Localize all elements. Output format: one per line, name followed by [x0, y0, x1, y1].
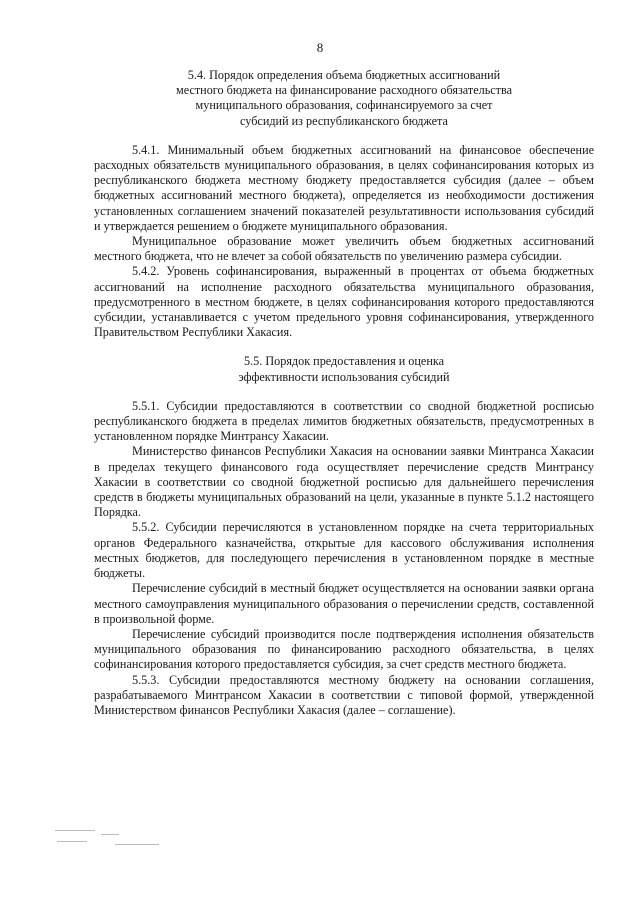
paragraph-5-5-1: 5.5.1. Субсидии предоставляются в соответствии со сводной бюджетной росписью республиканского бюджета в пределах лимитов бюджетных обязательств, предусмотренных в установленном порядке Минтрансу Хакасии.: [94, 398, 594, 444]
scan-artifact: [55, 828, 165, 850]
heading-line: 5.5. Порядок предоставления и оценка: [244, 354, 444, 369]
heading-line: муниципального образования, софинансируемого за счет: [195, 98, 493, 113]
document-body: [94, 68, 594, 718]
section-5-5-heading: [94, 354, 594, 384]
heading-line: местного бюджета на финансирование расходного обязательства: [176, 83, 512, 98]
paragraph: Министерство финансов Республики Хакасия на основании заявки Минтранса Хакасии в пределах текущего финансового года осуществляет перечисление средств Минтрансу Хакасии в соответствии со сводной бюджетной росписью для дальнейшего перечисления средств в бюджеты муниципальных образований на цели, указанные в пункте 5.1.2 настоящего Порядка.: [94, 444, 594, 520]
paragraph: Перечисление субсидий производится после подтверждения исполнения обязательств муниципального образования по финансированию расходного обязательства, в целях софинансирования которого предоставляется субсидия, за счет средств местного бюджета.: [94, 626, 594, 672]
paragraph-5-4-2: 5.4.2. Уровень софинансирования, выраженный в процентах от объема бюджетных ассигнований на исполнение расходного обязательства муниципального образования, предусмотренного в местном бюджете, в целях софинансирования которого предоставляются субсидии, устанавливается с учетом предельного уровня софинансирования, утвержденного Правительством Республики Хакасия.: [94, 264, 594, 340]
page-number: 8: [316, 40, 324, 55]
paragraph-5-5-2: 5.5.2. Субсидии перечисляются в установленном порядке на счета территориальных органов Федерального казначейства, открытые для кассового обслуживания исполнения местных бюджетов, для последующего перечисления в установленном порядке в местные бюджеты.: [94, 520, 594, 581]
section-5-4-heading: [94, 68, 594, 129]
heading-line: 5.4. Порядок определения объема бюджетных ассигнований: [187, 68, 501, 82]
heading-line: субсидий из республиканского бюджета: [240, 113, 448, 128]
heading-line: эффективности использования субсидий: [238, 369, 450, 384]
paragraph-5-4-1: 5.4.1. Минимальный объем бюджетных ассигнований на финансовое обеспечение расходных обязательств муниципального образования, в целях софинансирования которых из республиканского бюджета местному бюджету предоставляется субсидия (далее – объем бюджетных ассигнований местного бюджета), определяется из необходимости достижения установленных соглашением значений показателей результативности использования субсидий и утверждается решением о бюджете муниципального образования.: [94, 142, 594, 233]
paragraph: Муниципальное образование может увеличить объем бюджетных ассигнований местного бюджета, что не влечет за собой обязательств по увеличению размера субсидии.: [94, 234, 594, 264]
paragraph-5-5-3: 5.5.3. Субсидии предоставляются местному бюджету на основании соглашения, разрабатываемого Минтрансом Хакасии в соответствии с типовой формой, утвержденной Министерством финансов Республики Хакасия (далее – соглашение).: [94, 672, 594, 717]
paragraph: Перечисление субсидий в местный бюджет осуществляется на основании заявки органа местного самоуправления муниципального образования о перечислении средств, составленной в произвольной форме.: [94, 581, 594, 626]
